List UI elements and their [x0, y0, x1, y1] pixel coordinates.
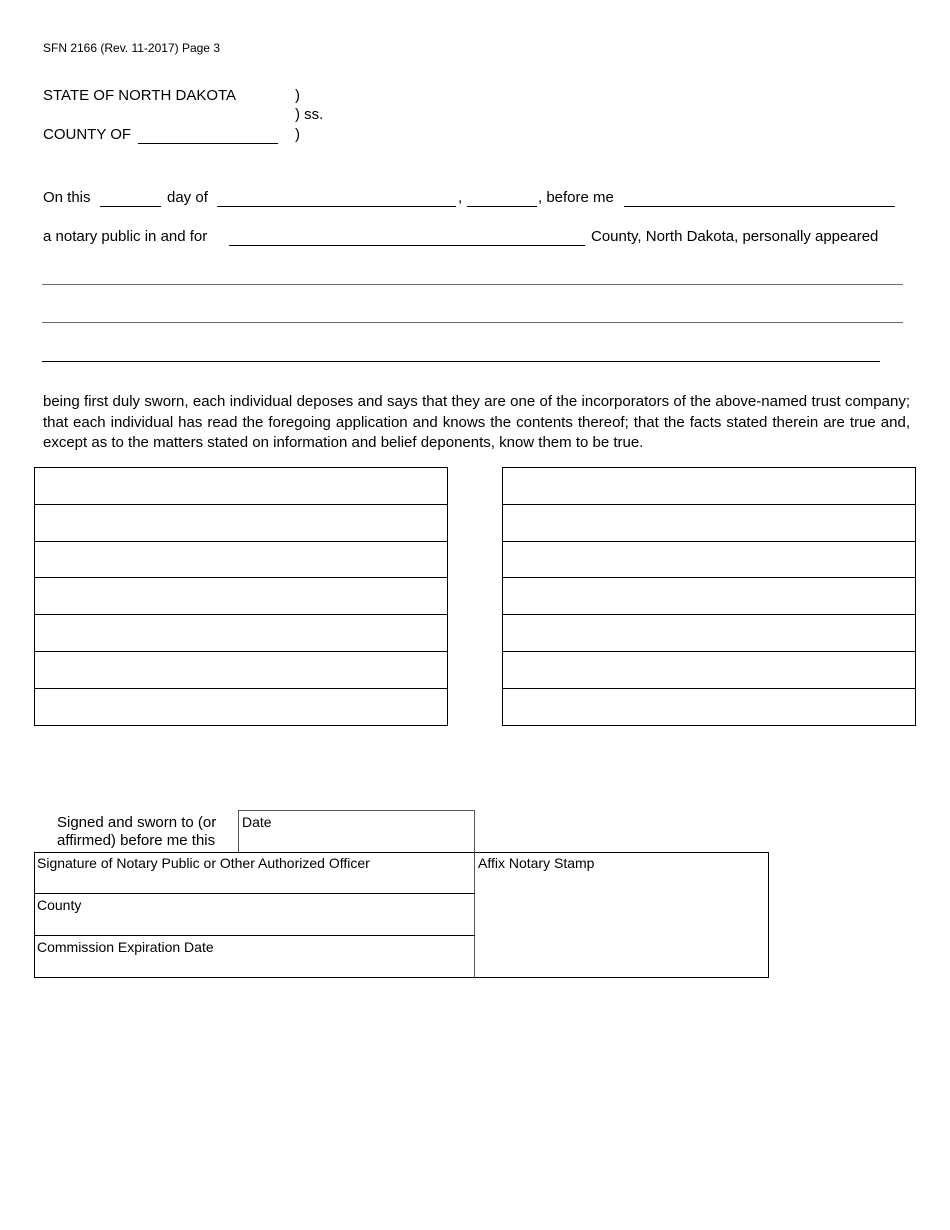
notary-stamp-area[interactable] — [475, 852, 769, 978]
signature-cell[interactable] — [35, 651, 448, 688]
state-line: STATE OF NORTH DAKOTA — [43, 87, 237, 104]
notary-signature-label: Signature of Notary Public or Other Authorized Officer — [37, 855, 370, 871]
signature-cell[interactable] — [35, 468, 448, 505]
day-of-label: day of — [167, 189, 208, 206]
signature-cell[interactable] — [503, 688, 916, 725]
notary-county-label: County — [37, 897, 82, 913]
signature-cell[interactable] — [503, 541, 916, 578]
county-of-label: COUNTY OF — [43, 126, 132, 143]
venue-county-field[interactable] — [138, 127, 278, 144]
notary-county-field[interactable] — [229, 229, 585, 246]
signature-cell[interactable] — [35, 688, 448, 725]
date-field[interactable] — [238, 810, 475, 853]
notary-public-for-label: a notary public in and for — [43, 228, 208, 245]
signature-cell[interactable] — [35, 578, 448, 615]
paren-ss: ) ss. — [295, 106, 324, 123]
signature-cell[interactable] — [35, 504, 448, 541]
appeared-name-line-2[interactable] — [42, 306, 903, 323]
signature-grid-left — [34, 467, 448, 726]
paren-bottom: ) — [295, 126, 300, 143]
before-me-label: , before me — [538, 189, 614, 206]
signature-cell[interactable] — [503, 651, 916, 688]
date-label: Date — [242, 814, 272, 830]
on-this-label: On this — [43, 189, 91, 206]
appeared-name-line-3[interactable] — [42, 345, 880, 362]
paren-top: ) — [295, 87, 300, 104]
year-field[interactable] — [467, 190, 537, 207]
notary-stamp-label: Affix Notary Stamp — [478, 855, 595, 871]
commission-expiration-field[interactable] — [34, 936, 475, 978]
month-field[interactable] — [217, 190, 456, 207]
appeared-name-line-1[interactable] — [42, 268, 903, 285]
form-id-header: SFN 2166 (Rev. 11-2017) Page 3 — [43, 41, 220, 55]
signature-grid-right — [502, 467, 916, 726]
signature-cell[interactable] — [503, 578, 916, 615]
signature-cell[interactable] — [35, 615, 448, 652]
comma-separator: , — [458, 189, 463, 206]
signature-cell[interactable] — [503, 504, 916, 541]
notary-name-field[interactable] — [624, 190, 895, 207]
affidavit-paragraph: being first duly sworn, each individual deposes and says that they are one of the incorporators of the above-named trust company; that each individual has read the foregoing application and knows the contents thereof; that the facts stated therein are true and, except as to the matters stated on information and belief deponents, know them to be true. — [43, 393, 910, 451]
day-field[interactable] — [100, 190, 161, 207]
commission-expiration-label: Commission Expiration Date — [37, 939, 214, 955]
notary-signature-field[interactable] — [34, 852, 475, 894]
county-suffix-label: County, North Dakota, personally appeared — [591, 228, 879, 245]
signature-cell[interactable] — [35, 541, 448, 578]
signature-cell[interactable] — [503, 468, 916, 505]
notary-county-box[interactable] — [34, 894, 475, 936]
signed-sworn-label: Signed and sworn to (or affirmed) before me this — [57, 814, 217, 849]
signature-cell[interactable] — [503, 615, 916, 652]
